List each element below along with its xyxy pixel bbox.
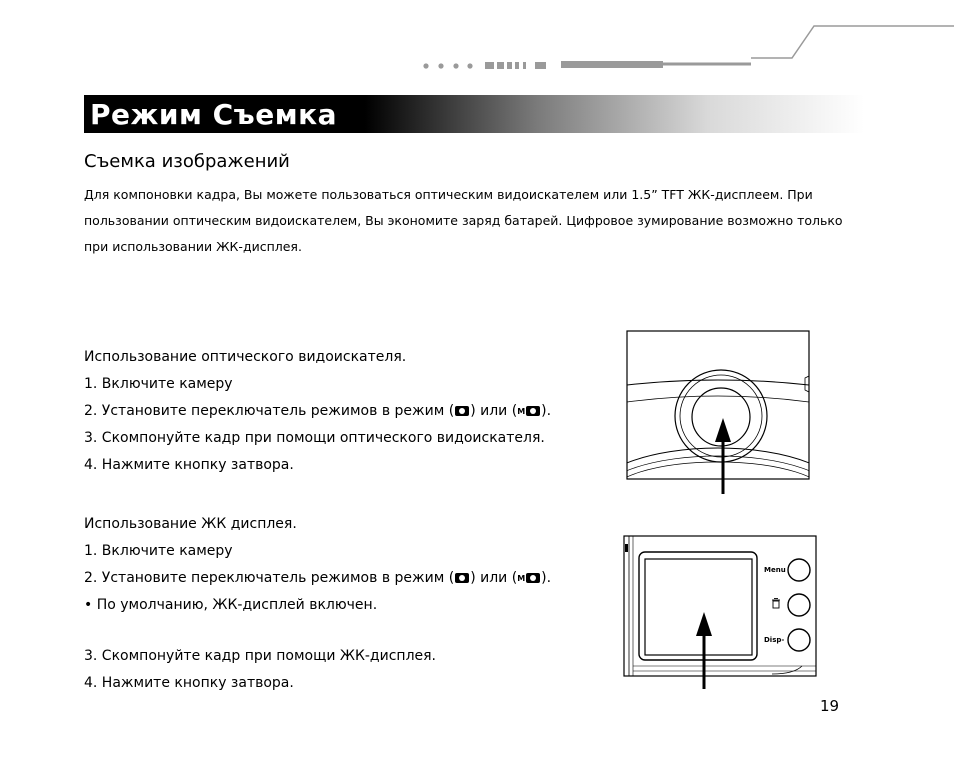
intro-line: при использовании ЖК-дисплея. <box>84 239 302 254</box>
viewfinder-heading: Использование оптического видоискателя. <box>84 349 407 365</box>
header-decoration <box>0 0 954 90</box>
lcd-heading: Использование ЖК дисплея. <box>84 516 297 532</box>
page-title-bar <box>84 95 864 133</box>
intro-line: пользовании оптическим видоискателем, Вы экономите заряд батарей. Цифровое зумирование возможно только <box>84 213 843 228</box>
lcd-step-2: 2. Установите переключатель режимов в режим ( ) или (M ). <box>84 570 552 586</box>
section-subtitle: Съемка изображений <box>84 151 290 172</box>
intro-paragraph <box>84 182 864 260</box>
disp-label: Disp- <box>764 636 785 644</box>
page-title: Режим Съемка <box>90 98 337 131</box>
viewfinder-step-2: 2. Установите переключатель режимов в режим ( ) или (M ). <box>84 403 552 419</box>
disp-button <box>788 629 810 651</box>
delete-button <box>788 594 810 616</box>
lcd-illustration <box>622 534 818 692</box>
spacer <box>84 619 604 643</box>
lcd-step-4: 4. Нажмите кнопку затвора. <box>84 675 294 691</box>
lcd-step-1: 1. Включите камеру <box>84 543 233 559</box>
camera-mode-icon <box>455 573 469 583</box>
lcd-step-3: 3. Скомпонуйте кадр при помощи ЖК-дисплея. <box>84 648 436 664</box>
menu-label: Menu <box>764 566 786 574</box>
viewfinder-steps <box>84 344 604 479</box>
viewfinder-step-4: 4. Нажмите кнопку затвора. <box>84 457 294 473</box>
menu-button <box>788 559 810 581</box>
manual-mode-letter: M <box>517 574 526 583</box>
viewfinder-step-3: 3. Скомпонуйте кадр при помощи оптического видоискателя. <box>84 430 545 446</box>
intro-line: Для компоновки кадра, Вы можете пользоваться оптическим видоискателем или 1.5” TFT ЖК-дисплеем. При <box>84 187 813 202</box>
page-number: 19 <box>820 697 840 715</box>
lcd-note: • По умолчанию, ЖК-дисплей включен. <box>84 597 378 613</box>
manual-mode-letter: M <box>517 407 526 416</box>
lcd-steps <box>84 511 604 697</box>
camera-mode-icon <box>455 406 469 416</box>
camera-mode-icon <box>526 573 540 583</box>
camera-mode-icon <box>526 406 540 416</box>
viewfinder-illustration <box>626 330 812 495</box>
viewfinder-step-1: 1. Включите камеру <box>84 376 233 392</box>
